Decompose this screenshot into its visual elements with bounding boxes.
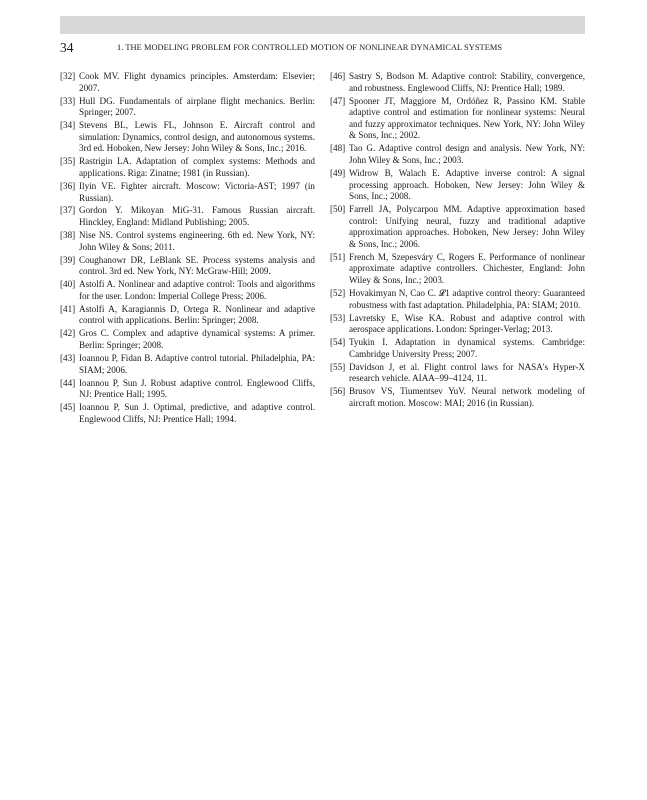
reference-entry xyxy=(60,230,315,253)
reference-number: [48] xyxy=(330,143,346,154)
reference-text: Lavretsky E, Wise KA. Robust and adaptive control with aerospace applications. London: Springer-Verlag; 2013. xyxy=(349,312,585,335)
reference-entry xyxy=(330,143,585,166)
reference-entry xyxy=(60,255,315,278)
reference-text: Sastry S, Bodson M. Adaptive control: Stability, convergence, and robustness. Englewood Cliffs, NJ: Prentice Hall; 1989. xyxy=(349,71,585,93)
reference-text: Gros C. Complex and adaptive dynamical systems: A primer. Berlin: Springer; 2008. xyxy=(79,328,315,350)
reference-text: Ioannou P, Sun J. Robust adaptive control. Englewood Cliffs, NJ: Prentice Hall; 1995. xyxy=(79,377,315,400)
reference-text: Tao G. Adaptive control design and analysis. New York, NY: John Wiley & Sons, Inc.; 2003. xyxy=(349,143,585,165)
page-number: 34 xyxy=(60,40,74,55)
reference-text: Astolfi A. Nonlinear and adaptive control: Tools and algorithms for the user. London: Imperial College Press; 2006. xyxy=(79,279,315,301)
header-band xyxy=(60,16,585,34)
reference-number: [44] xyxy=(60,377,76,388)
reference-entry xyxy=(330,362,585,385)
reference-entry xyxy=(60,328,315,351)
reference-text: Nise NS. Control systems engineering. 6th ed. New York, NY: John Wiley & Sons; 2011. xyxy=(79,230,315,252)
reference-text: Stevens BL, Lewis FL, Johnson E. Aircraft control and simulation: Dynamics, control design, and autonomous systems. 3rd ed. Hoboken, New Jersey: John Wiley & Sons, Inc.; 2016. xyxy=(79,120,315,154)
reference-entry xyxy=(330,204,585,250)
reference-text: Hovakimyan N, Cao C. 𝓛1 adaptive control theory: Guaranteed robustness with fast adaptation. Philadelphia, PA: SIAM; 2010. xyxy=(349,288,585,310)
reference-entry xyxy=(60,71,315,94)
reference-text: Tyukin I. Adaptation in dynamical systems. Cambridge: Cambridge University Press; 2007. xyxy=(349,337,585,359)
reference-number: [46] xyxy=(330,71,346,81)
reference-entry xyxy=(60,156,315,179)
reference-entry xyxy=(330,288,585,311)
reference-entry xyxy=(60,181,315,204)
reference-number: [35] xyxy=(60,156,76,167)
reference-number: [43] xyxy=(60,352,76,363)
reference-entry xyxy=(60,304,315,327)
reference-text: Ioannou P, Fidan B. Adaptive control tutorial. Philadelphia, PA: SIAM; 2006. xyxy=(79,352,315,375)
reference-entry xyxy=(60,96,315,119)
reference-number: [55] xyxy=(330,361,346,372)
reference-entry xyxy=(330,252,585,287)
reference-number: [36] xyxy=(60,180,76,191)
reference-number: [52] xyxy=(330,288,346,299)
reference-entry xyxy=(330,71,585,94)
reference-entry xyxy=(60,353,315,376)
reference-entry xyxy=(330,313,585,336)
reference-number: [54] xyxy=(330,337,346,348)
reference-entry xyxy=(330,337,585,360)
reference-column-left xyxy=(60,71,315,427)
reference-text: Widrow B, Walach E. Adaptive inverse control: A signal processing approach. Hoboken, New Jersey: John Wiley & Sons, Inc.; 2008. xyxy=(349,167,585,202)
reference-number: [53] xyxy=(330,312,346,323)
reference-entry xyxy=(60,378,315,401)
reference-text: Davidson J, et al. Flight control laws for NASA's Hyper-X research vehicle. AIAA–99–4124, 11. xyxy=(349,361,585,384)
reference-number: [39] xyxy=(60,254,76,265)
reference-number: [41] xyxy=(60,303,76,314)
reference-text: Hull DG. Fundamentals of airplane flight mechanics. Berlin: Springer; 2007. xyxy=(79,95,315,118)
reference-number: [49] xyxy=(330,167,346,178)
reference-number: [56] xyxy=(330,386,346,397)
reference-number: [34] xyxy=(60,120,76,131)
reference-text: French M, Szepesváry C, Rogers E. Performance of nonlinear approximate adaptive controllers. Chichester, England: John Wiley & Sons, Inc.; 2003. xyxy=(349,251,585,286)
running-head xyxy=(60,40,585,56)
reference-column-right xyxy=(330,71,585,411)
reference-entry xyxy=(330,168,585,203)
reference-number: [32] xyxy=(60,71,76,81)
reference-text: Brusov VS, Tiumentsev YuV. Neural network modeling of aircraft motion. Moscow: MAI; 2016 (in Russian). xyxy=(349,386,585,408)
reference-text: Farrell JA, Polycarpou MM. Adaptive approximation based control: Unifying neural, fuzzy and traditional adaptive approximation approaches. Hoboken, New Jersey: John Wiley & Sons, Inc.; 2006. xyxy=(349,204,585,249)
reference-text: Ilyin VE. Fighter aircraft. Moscow: Victoria-AST; 1997 (in Russian). xyxy=(79,180,315,203)
reference-number: [38] xyxy=(60,230,76,241)
reference-entry xyxy=(330,96,585,142)
reference-number: [33] xyxy=(60,95,76,106)
reference-entry xyxy=(60,120,315,155)
reference-text: Ioannou P, Sun J. Optimal, predictive, and adaptive control. Englewood Cliffs, NJ: Prentice Hall; 1994. xyxy=(79,402,315,424)
reference-number: [50] xyxy=(330,204,346,215)
reference-text: Coughanowr DR, LeBlank SE. Process systems analysis and control. 3rd ed. New York, NY: McGraw-Hill; 2009. xyxy=(79,254,315,277)
reference-number: [47] xyxy=(330,95,346,106)
reference-entry xyxy=(60,402,315,425)
reference-entry xyxy=(330,386,585,409)
reference-number: [37] xyxy=(60,205,76,216)
reference-entry xyxy=(60,205,315,228)
reference-text: Gordon Y. Mikoyan MiG-31. Famous Russian aircraft. Hinckley, England: Midland Publishing; 2005. xyxy=(79,205,315,228)
chapter-title: 1. THE MODELING PROBLEM FOR CONTROLLED MOTION OF NONLINEAR DYNAMICAL SYSTEMS xyxy=(117,43,503,52)
reference-entry xyxy=(60,279,315,302)
reference-text: Spooner JT, Maggiore M, Ordóñez R, Passino KM. Stable adaptive control and estimation for nonlinear systems: Neural and fuzzy approximator techniques. New York, NY: John Wiley & Sons, Inc.; 2002. xyxy=(349,95,585,141)
reference-text: Rastrigin LA. Adaptation of complex systems: Methods and applications. Riga: Zinatne; 1981 (in Russian). xyxy=(79,156,315,178)
reference-text: Astolfi A, Karagiannis D, Ortega R. Nonlinear and adaptive control with applications. Berlin: Springer; 2008. xyxy=(79,303,315,326)
reference-text: Cook MV. Flight dynamics principles. Amsterdam: Elsevier; 2007. xyxy=(79,71,315,93)
reference-number: [42] xyxy=(60,328,76,339)
reference-number: [45] xyxy=(60,402,76,413)
reference-number: [51] xyxy=(330,251,346,262)
reference-number: [40] xyxy=(60,279,76,290)
